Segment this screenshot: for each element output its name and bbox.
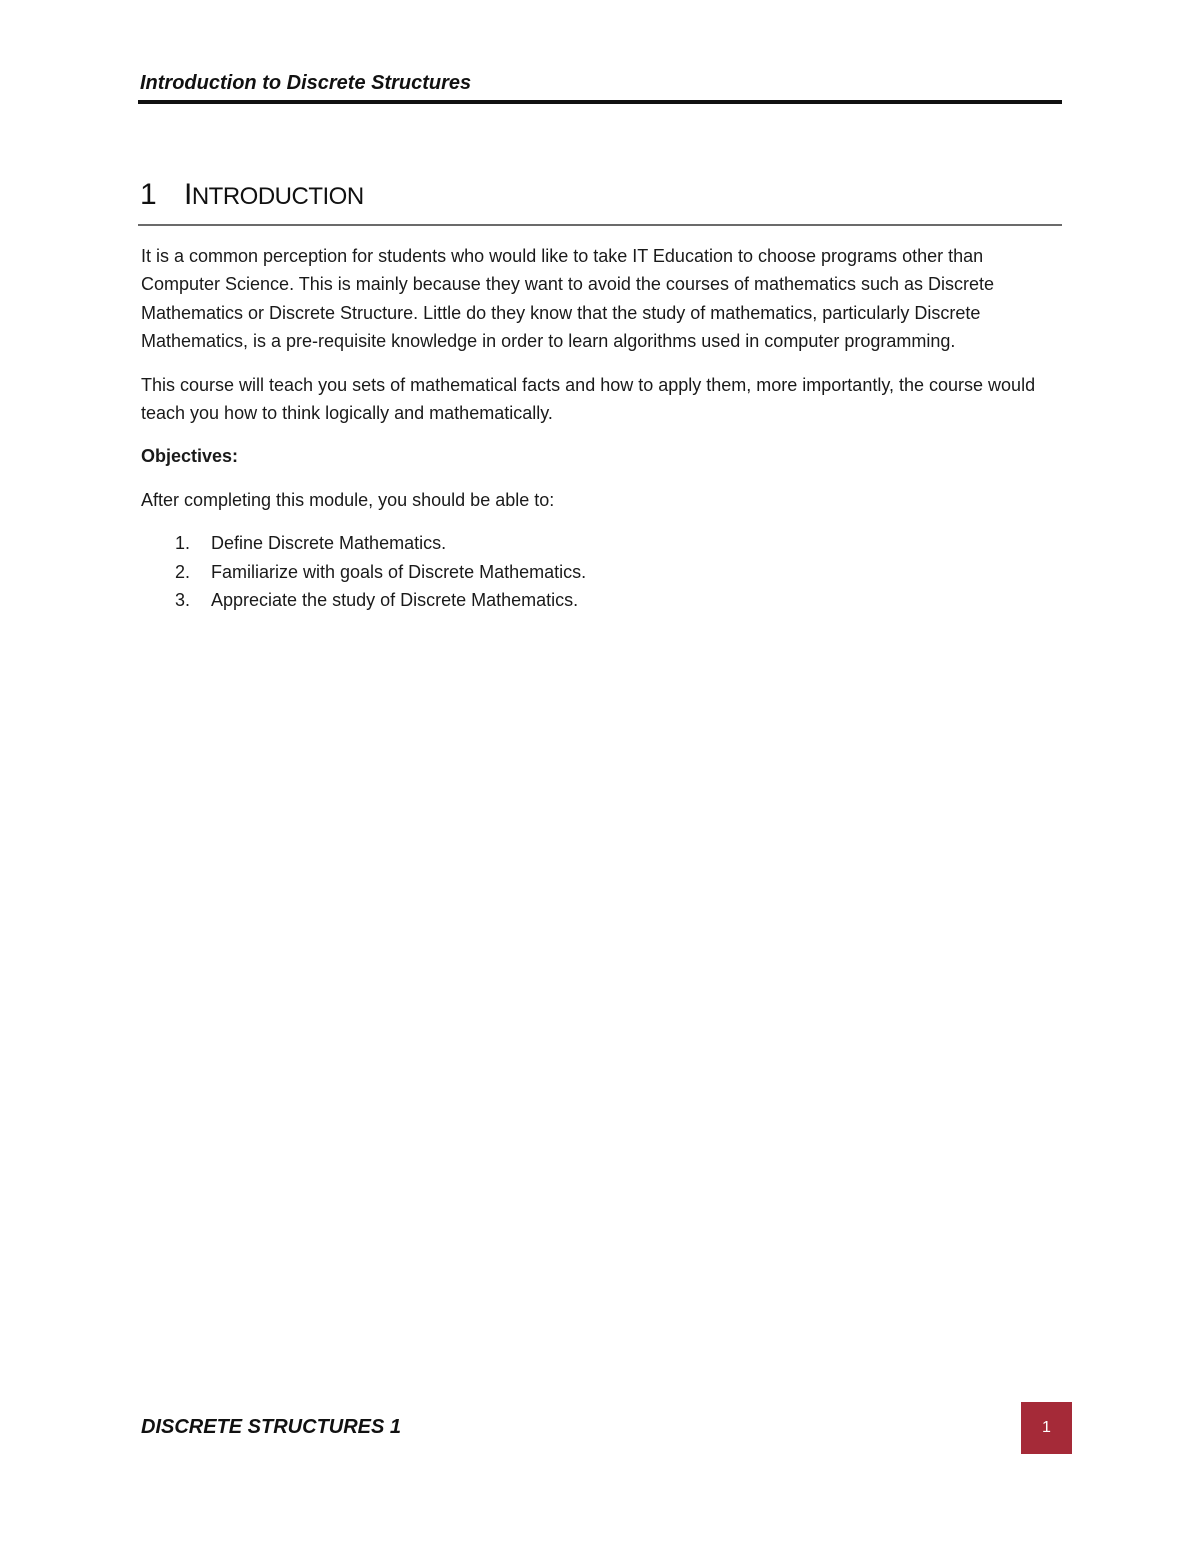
objective-number: 2. <box>175 561 191 582</box>
header-rule <box>138 100 1062 104</box>
section-title-initial: I <box>184 178 192 211</box>
running-footer: DISCRETE STRUCTURES 1 <box>141 1416 402 1438</box>
paragraph-course: This course will teach you sets of mathematical facts and how to apply them, more importantly, the course would teach you how to think logically and mathematically. <box>141 374 1036 424</box>
running-header: Introduction to Discrete Structures <box>140 72 472 94</box>
objective-text: Define Discrete Mathematics. <box>211 533 447 554</box>
objective-item <box>141 529 1061 557</box>
section-title-rest: NTRODUCTION <box>191 183 364 210</box>
objective-text: Appreciate the study of Discrete Mathematics. <box>211 590 579 611</box>
body-content <box>141 242 1061 614</box>
objectives-list <box>141 529 1061 614</box>
page-number: 1 <box>1042 1419 1051 1436</box>
objective-number: 1. <box>175 533 191 554</box>
objective-text: Familiarize with goals of Discrete Mathematics. <box>211 561 587 582</box>
objectives-label: Objectives: <box>141 446 239 467</box>
section-heading <box>140 178 364 212</box>
objective-number: 3. <box>175 590 191 611</box>
section-title <box>184 178 364 211</box>
page-number-badge <box>1021 1402 1072 1454</box>
paragraph-intro: It is a common perception for students who would like to take IT Education to choose programs other than Computer Science. This is mainly because they want to avoid the courses of mathematics such as Discrete Mathematics or Discrete Structure. Little do they know that the study of mathematics, particularly Discrete Mathematics, is a pre-requisite knowledge in order to learn algorithms used in computer programming. <box>141 246 995 352</box>
objective-item <box>141 558 1061 586</box>
section-number: 1 <box>140 178 157 211</box>
section-rule <box>138 224 1062 226</box>
objective-item <box>141 586 1061 614</box>
objectives-intro: After completing this module, you should be able to: <box>141 489 555 510</box>
